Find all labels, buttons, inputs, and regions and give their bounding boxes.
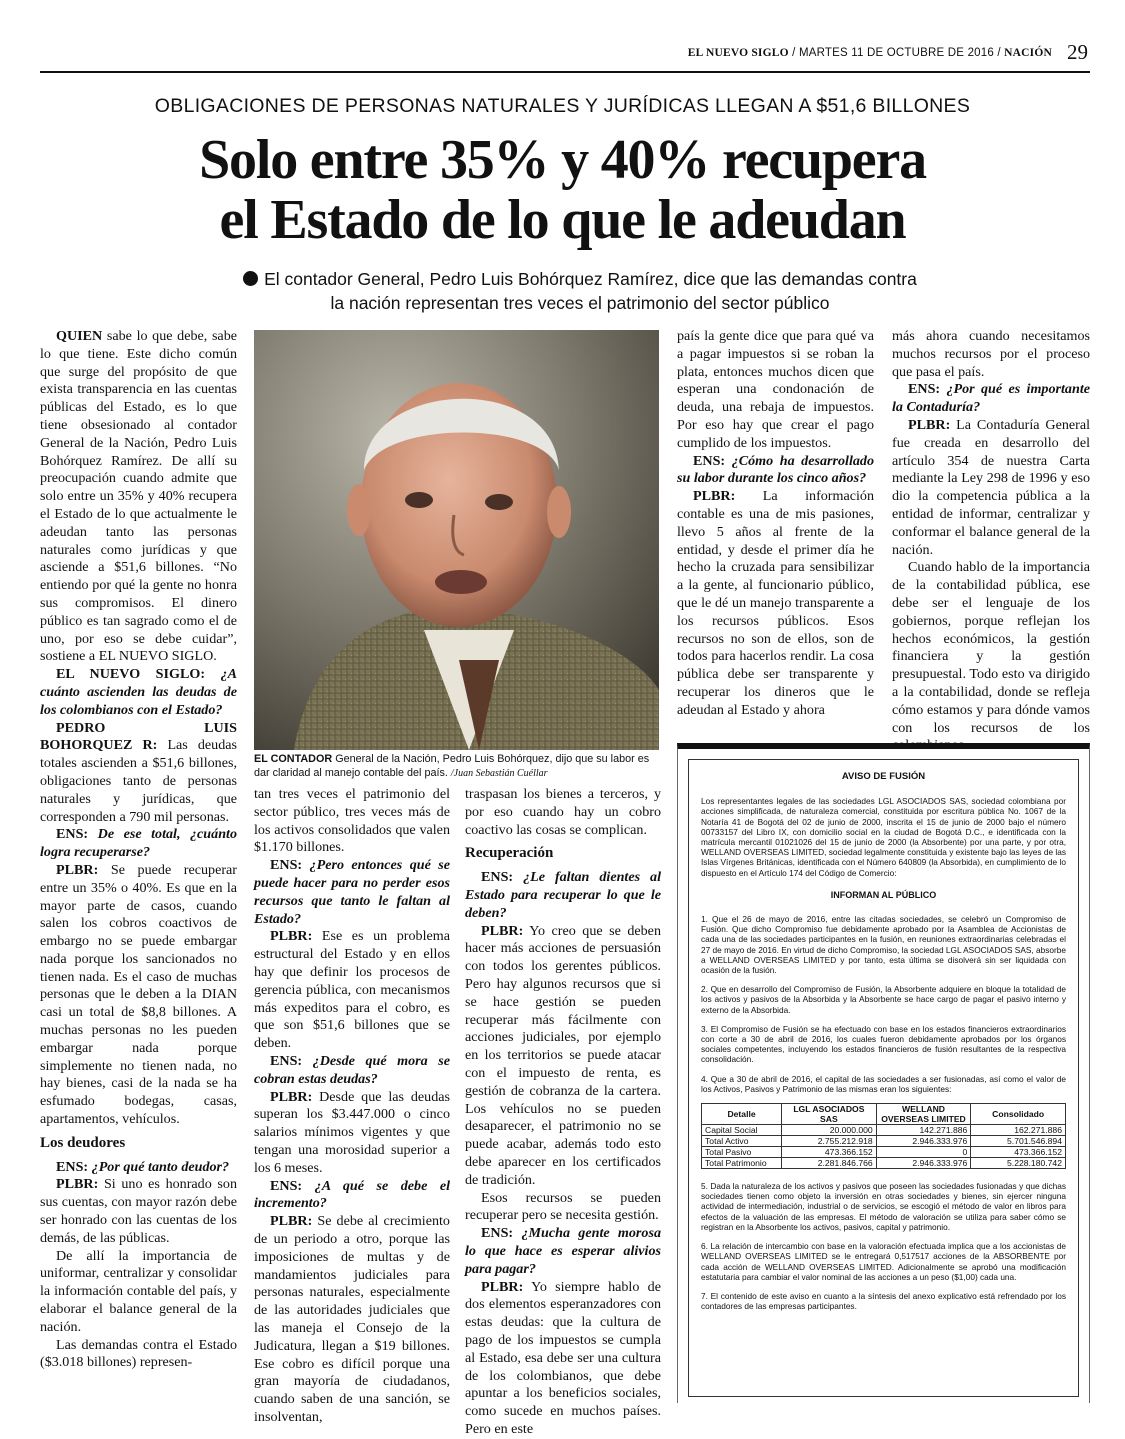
table-header: WELLAND OVERSEAS LIMITED (876, 1104, 971, 1125)
page-number: 29 (1067, 40, 1088, 64)
headline-line-2: el Estado de lo que le adeudan (219, 189, 906, 251)
table-row: Total Patrimonio 2.281.846.766 2.946.333.976 5.228.180.742 (702, 1158, 1066, 1169)
ad-item-6: 6. La relación de intercambio con base en la valoración efectuada implica que a los accionistas de WELLAND OVERSEAS LIMITED se le entregará 0,517517 acciones de la ABSORBENTE por cada acción de WELLAND OVERSEAS LIMITED. Adicionalmente se aprobó una modificación estatutaria para cambiar el valor nominal de las acciones a un peso ($1,00) cada una. (701, 1241, 1066, 1282)
table-header: Detalle (702, 1104, 782, 1125)
page-header (40, 40, 1090, 73)
article-column-2: tan tres veces el patrimonio del sector público, tres veces más de los activos consolidados que valen $1.170 billones. ENS: ¿Pero entonces qué se puede hacer para no perder esos recursos que tanto le faltan al Estado? PLBR: Ese es un problema estructural del Estado y en ellos hay que definir los procesos de gerencia pública, con mecanismos más expeditos para el cobro, es que son $51,6 billones que se deben. ENS: ¿Desde qué mora se cobran estas deudas? PLBR: Desde que las deudas superan los $3.447.000 o cinco salarios mínimos vigentes y que tengan una morosidad superior a los 6 meses. ENS: ¿A qué se debe el incremento? PLBR: Se debe al crecimiento de un periodo a otro, porque las imposiciones de multas y de mandamientos judiciales para personas naturales, especialmente de las autoridades judiciales que las maneja el Consejo de la Judicatura, llegan a $19 billones. Ese cobro es difícil porque una gran mayoría de ciudadanos, cuando saben de una sanción, se insolventan, (254, 786, 450, 1425)
lead-word: QUIEN (56, 328, 103, 344)
portrait-photo (254, 330, 659, 750)
issue-date: MARTES 11 DE OCTUBRE DE 2016 (798, 47, 994, 59)
headline (0, 130, 1125, 250)
table-row: Total Activo 2.755.212.918 2.946.333.976 5.701.546.894 (702, 1136, 1066, 1147)
table-header-row (702, 1104, 1066, 1125)
caption-text: General de la Nación, Pedro Luis Bohórquez, dijo que su labor es dar claridad al manejo contable del país. (254, 753, 650, 779)
subhead (200, 267, 960, 315)
ad-item-7: 7. El contenido de este aviso en cuanto a la síntesis del anexo explicativo está refrendado por los contadores de las empresas participantes. (701, 1290, 1066, 1312)
merger-notice-ad (677, 743, 1090, 1403)
article-column-5: más ahora cuando necesitamos muchos recursos por el proceso que pasa el país. ENS: ¿Por qué es importante la Contaduría? PLBR: La Contaduría General fue creada en desarrollo del artículo 354 de nuestra Carta mediante la Ley 298 de 1996 y eso dio la competencia pública a la entidad de informar, centralizar y conformar el balance general de la nación. Cuando hablo de la importancia de la contabilidad pública, ese debe ser el lenguaje de los gobiernos, porque reflejan los hechos económicos, la gestión financiera y la gestión presupuestal. Todo esto va dirigido a la contabilidad, donde se refleja cómo estamos y para dónde vamos con los recursos de los colombianos. (892, 328, 1090, 754)
paper-name: EL NUEVO SIGLO (687, 47, 789, 59)
ad-item-2: 2. Que en desarrollo del Compromiso de Fusión, la Absorbente adquiere en bloque la totalidad de los activos y pasivos de la Absorbida y la Absorbente se hace cargo de pagar el pasivo interno y externo de la Absorbida. (701, 984, 1066, 1015)
photo-credit: /Juan Sebastián Cuéllar (450, 768, 548, 779)
ad-item-1: 1. Que el 26 de mayo de 2016, entre las citadas sociedades, se celebró un Compromiso de Fusión. Que dicho Compromiso fue debidamente aprobado por la Asamblea de Accionistas de cada una de las sociedades participantes en la fusión, en reuniones extraordinarias celebradas el 27 de mayo de 2016. En virtud de dicho Compromiso, la sociedad LGL ASOCIADOS SAS, absorbe a WELLAND OVERSEAS LIMITED y por tanto, esta última se disolverá sin ser liquidada con ocasión de la fusión. (701, 914, 1066, 976)
kicker: OBLIGACIONES DE PERSONAS NATURALES Y JURÍDICAS LLEGAN A $51,6 BILLONES (154, 95, 971, 117)
ad-item-5: 5. Dada la naturaleza de los activos y pasivos que poseen las sociedades fusionadas y que dichas sociedades tienen como objeto la inversión en otras sociedades y bienes, sin ejercer ninguna actividad de intermediación, industrial o de servicios, se escogió el método de valor en libros para efectos de la valuación de las empresas. El método de valoración se utiliza para saber cómo se registran en la Absorbente los activos, pasivos, capital y patrimonio. (701, 1181, 1066, 1232)
ad-intro: Los representantes legales de las sociedades LGL ASOCIADOS SAS, sociedad colombiana por acciones simplificada, de naturaleza comercial, constituida por escritura pública No. 1067 de la Notaría 41 de Bogotá del 02 de junio de 2000, inscrita el 15 de junio de 2000 bajo el número 00733157 del Libro IX, con domicilio social en la ciudad de Bogotá D.C., e identificada con la matrícula mercantil 01021026 del 15 de junio de 2000 (la Absorbente) por una parte, y por otra, WELLAND OVERSEAS LIMITED, sociedad legalmente constituida y existente bajo las leyes de las Islas Vírgenes Británicas, identificada con el Número 640809 (la Absorbida), en cumplimiento de lo dispuesto en el Artículo 174 del Código de Comercio: (701, 796, 1066, 878)
caption-label: EL CONTADOR (254, 753, 333, 765)
table-header: LGL ASOCIADOS SAS (782, 1104, 877, 1125)
table-header: Consolidado (971, 1104, 1066, 1125)
table-row: Capital Social 20.000.000 142.271.886 162.271.886 (702, 1125, 1066, 1136)
ad-subtitle: INFORMAN AL PÚBLICO (830, 889, 937, 900)
headline-line-1: Solo entre 35% y 40% recupera (199, 129, 926, 191)
header-text: EL NUEVO SIGLO / MARTES 11 DE OCTUBRE DE 2016 / NACIÓN (687, 47, 1052, 59)
ad-title: AVISO DE FUSIÓN (841, 771, 926, 782)
ad-item-3: 3. El Compromiso de Fusión se ha efectuado con base en los estados financieros extraordinarios con corte a 30 de abril de 2016, los cuales fueron debidamente aprobados por los órganos sociales competentes, incluyendo los estados financieros de fusión resultantes de la respectiva consolidación. (701, 1023, 1066, 1065)
article-column-3: traspasan los bienes a terceros, y por eso cuando hay un cobro coactivo las cosas se complican. Recuperación ENS: ¿Le faltan dientes al Estado para recuperar lo que le deben? PLBR: Yo creo que se deben hacer más acciones de persuasión con todos los gerentes públicos. Pero hay algunos recursos que si se hace gestión se pueden recuperar más fácilmente con acciones judiciales, por ejemplo en los territorios se puede atacar con el impuesto de renta, es gestión de cobranza de la cartera. Los vehículos no se pueden desaparecer, el patrimonio no se puede acabar, además todo esto debe aparecer en los certificados de tradición. Esos recursos se pueden recuperar pero se necesita gestión. ENS: ¿Mucha gente morosa lo que hace es esperar alivios para pagar? PLBR: Yo siempre hablo de dos elementos esperanzadores con estas deudas: que la cultura de pago de los impuestos se cumpla al Estado, esa debe ser una cultura de los colombianos, que debe apuntar a los beneficios sociales, como sucede en muchos países. Pero en este (465, 786, 661, 1437)
article-column-1: QUIEN sabe lo que debe, sabe lo que tiene. Este dicho común que surge del propósito de que exista transparencia en las cuentas públicas del Estado, es lo que tiene obsesionado al contador General de la Nación, Pedro Luis Bohórquez Ramírez. De allí su preocupación cuando admite que solo entre un 35% y 40% recupera el Estado de lo que actualmente le adeudan tanto las personas naturales como jurídicas y que asciende a $51,6 billones. “No entiendo por qué la gente no honra sus compromisos. El dinero público es tan sagrado como el de uno, por eso se debe cuidar”, sostiene a EL NUEVO SIGLO. EL NUEVO SIGLO: ¿A cuánto ascienden las deudas de los colombianos con el Estado? PEDRO LUIS BOHORQUEZ R: Las deudas totales ascienden a $51,6 billones, obligaciones tanto de personas naturales y jurídicas, que corresponden a 790 mil personas. ENS: De ese total, ¿cuánto logra recuperarse? PLBR: Se puede recuperar entre un 35% o 40%. Es que en la mayor parte de casos, cuando salen los cobros coactivos de embargo no se puede embargar nada porque los sancionados no tienen nada. Es el caso de muchas personas que le deben a la DIAN casi un total de $8,8 billones. A muchas personas no les pueden embargar nada porque simplemente no tienen nada, no hay bienes, casi de la nada se ha esfumado bodegas, casas, apartamentos, vehículos. Los deudores ENS: ¿Por qué tanto deudor? PLBR: Si uno es honrado son sus cuentas, con mayor razón debe ser honrado con las cuentas de los demás, de las públicas. De allí la importancia de uniformar, centralizar y consolidar la información contable del país, y elaborar el balance general de la nación. Las demandas contra el Estado ($3.018 billones) represen- (40, 328, 238, 1371)
portrait-illustration (254, 330, 659, 750)
ad-item-4: 4. Que a 30 de abril de 2016, el capital de las sociedades a ser fusionadas, así como el valor de los Activos, Pasivos y Patrimonio de las mismas eran los siguientes: (701, 1073, 1066, 1094)
section-name: NACIÓN (1004, 47, 1052, 59)
subhead-line-2: la nación representan tres veces el patrimonio del sector público (330, 293, 830, 313)
table-row: Total Pasivo 473.366.152 0 473.366.152 (702, 1147, 1066, 1158)
article-column-4: país la gente dice que para qué va a pagar impuestos si se roban la plata, entonces muchos dicen que esperan una condonación de deuda, una rebaja de impuestos. Por eso hay que crear el pago cumplido de los impuestos. ENS: ¿Cómo ha desarrollado su labor durante los cinco años? PLBR: La información contable es una de mis pasiones, llevo 5 años al frente de la entidad, y desde el primer día he hecho la cruzada para sensibilizar a la gente, al funcionario público, que le dé un manejo transparente a los recursos públicos. Esos recursos no son de ellos, son de todos para hacerlos rendir. La cosa pública debe ser transparente y recuperar los dineros que le adeudan al Estado y ahora (677, 328, 874, 718)
financial-table (701, 1103, 1066, 1169)
ad-frame (688, 759, 1079, 1397)
section-heading: Recuperación (465, 845, 554, 862)
photo-caption (254, 752, 659, 781)
section-heading: Los deudores (40, 1134, 126, 1151)
subhead-line-1: El contador General, Pedro Luis Bohórquez Ramírez, dice que las demandas contra (264, 269, 917, 289)
bullet-icon (243, 271, 258, 286)
